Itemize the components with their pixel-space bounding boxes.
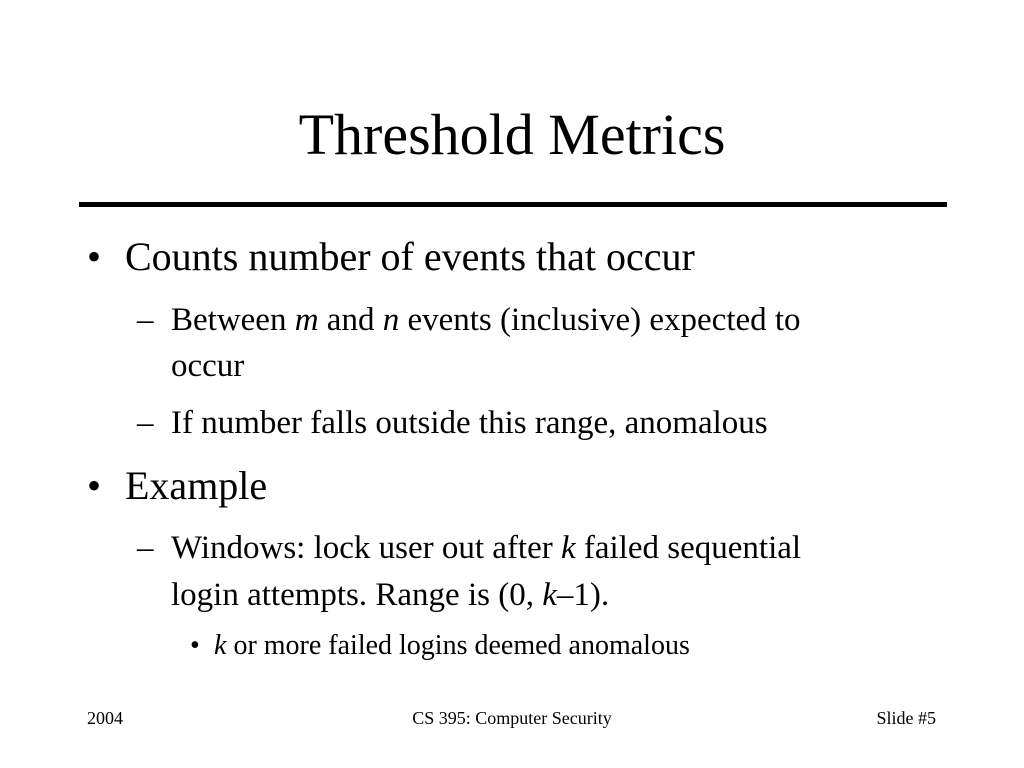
dash-icon: – [137, 405, 154, 441]
bullet-icon: • [87, 463, 102, 508]
dash-icon: – [137, 302, 154, 338]
subbullet-outside-range: If number falls outside this range, anomalous [171, 405, 768, 441]
footer-year: 2004 [87, 708, 123, 728]
bullet-icon: • [190, 630, 200, 661]
subbullet-windows-continuation: login attempts. Range is (0, k–1). [171, 577, 610, 613]
dash-icon: – [137, 530, 154, 566]
footer-slide-number: Slide #5 [876, 708, 936, 728]
title-divider [79, 202, 947, 207]
bullet-counts-events: Counts number of events that occur [125, 234, 695, 279]
subsubbullet-k-failed-logins: k or more failed logins deemed anomalous [214, 630, 690, 661]
bullet-example: Example [125, 463, 268, 508]
subbullet-windows-lockout: Windows: lock user out after k failed sequential [171, 530, 802, 566]
footer-course: CS 395: Computer Security [412, 708, 612, 728]
subbullet-between-continuation: occur [171, 348, 245, 384]
slide-title: Threshold Metrics [298, 102, 726, 167]
subbullet-between-m-n: Between m and n events (inclusive) expected to [171, 302, 801, 338]
bullet-icon: • [87, 234, 102, 279]
